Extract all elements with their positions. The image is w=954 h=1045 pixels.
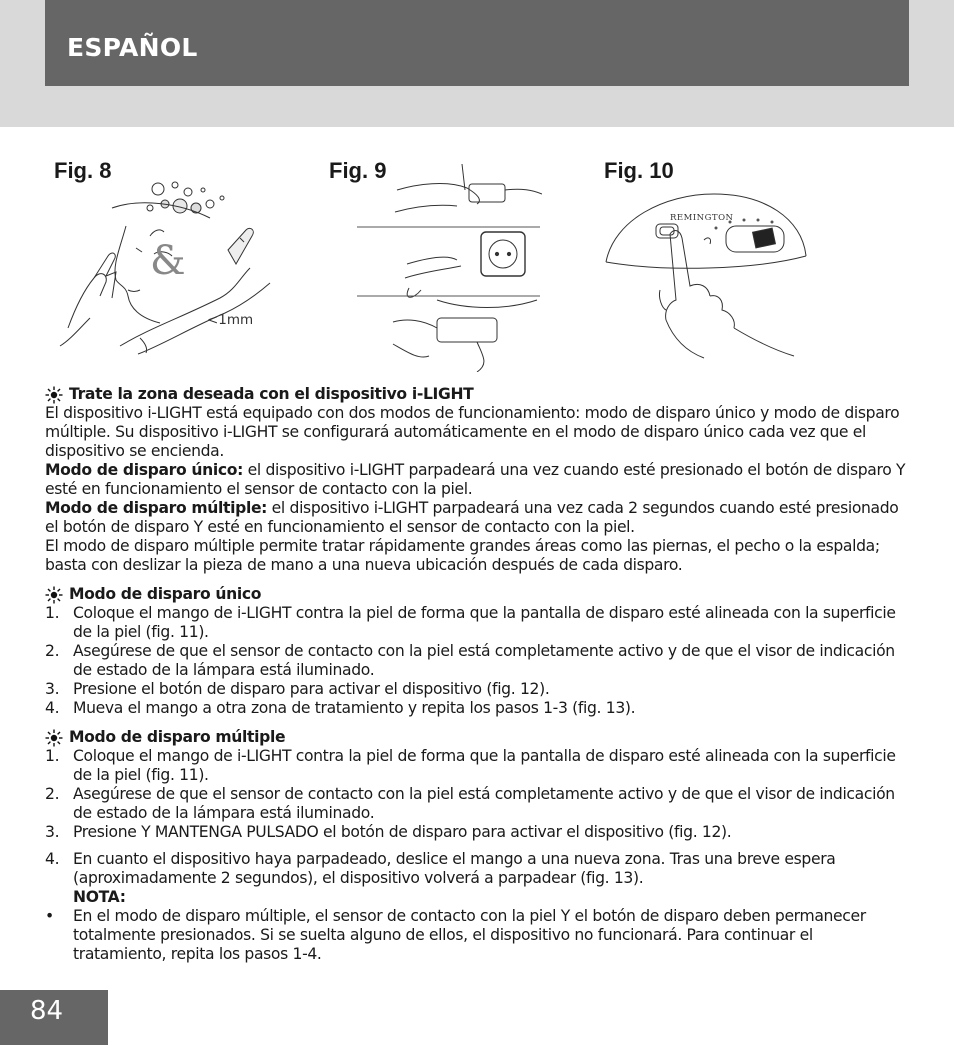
bullet: • bbox=[45, 907, 54, 925]
single-mode-steps bbox=[45, 604, 907, 718]
step-text: Coloque el mango de i-LIGHT contra la piel de forma que la pantalla de disparo esté alineada con la superficie de la piel (fig. 11). bbox=[73, 604, 896, 641]
section-title: ESPAÑOL bbox=[67, 33, 198, 62]
step-text: Asegúrese de que el sensor de contacto con la piel está completamente activo y de que el visor de indicación de estado de la lámpara está iluminado. bbox=[73, 642, 895, 679]
list-item bbox=[45, 680, 907, 699]
step-number: 2. bbox=[45, 642, 60, 660]
step-text: Coloque el mango de i-LIGHT contra la piel de forma que la pantalla de disparo esté alineada con la superficie de la piel (fig. 11). bbox=[73, 747, 896, 784]
step-text: En cuanto el dispositivo haya parpadeado, deslice el mango a una nueva zona. Tras una breve espera (aproximadamente 2 segundos), el dispositivo volverá a parpadear (fig. 13). bbox=[73, 850, 836, 887]
multi-mode-heading bbox=[45, 728, 907, 747]
instructions-body bbox=[45, 385, 907, 964]
multi-mode-label: Modo de disparo múltiple: bbox=[45, 499, 268, 517]
single-mode-description bbox=[45, 461, 907, 499]
header-bar bbox=[45, 0, 909, 86]
list-item bbox=[45, 604, 907, 642]
step-number: 1. bbox=[45, 604, 60, 622]
single-mode-label: Modo de disparo único: bbox=[45, 461, 244, 479]
list-item bbox=[45, 747, 907, 785]
list-item bbox=[45, 850, 907, 907]
intro-heading-text: Trate la zona deseada con el dispositivo i-LIGHT bbox=[69, 385, 474, 403]
note-list bbox=[45, 907, 907, 964]
list-item bbox=[45, 823, 907, 842]
sun-bullet-icon bbox=[45, 586, 63, 604]
step-text: Mueva el mango a otra zona de tratamiento y repita los pasos 1-3 (fig. 13). bbox=[73, 699, 636, 717]
step-number: 4. bbox=[45, 699, 60, 717]
fig8-label: Fig. 8 bbox=[54, 158, 112, 183]
step-text: Presione el botón de disparo para activar el dispositivo (fig. 12). bbox=[73, 680, 550, 698]
fig10-illustration bbox=[604, 190, 809, 365]
multi-mode-text: el dispositivo i-LIGHT parpadeará una vez cada 2 segundos cuando esté presionado el botón de disparo Y esté en funcionamiento el sensor de contacto con la piel. bbox=[45, 499, 899, 536]
multi-mode-heading-text: Modo de disparo múltiple bbox=[69, 728, 286, 746]
step-number: 3. bbox=[45, 680, 60, 698]
step-number: 3. bbox=[45, 823, 60, 841]
intro-paragraph: El dispositivo i-LIGHT está equipado con dos modos de funcionamiento: modo de disparo único y modo de disparo múltiple. Su dispositivo i-LIGHT se configurará automáticamente en el modo de disparo único cada vez que el dispositivo se encienda. bbox=[45, 404, 900, 460]
single-mode-heading-text: Modo de disparo único bbox=[69, 585, 262, 603]
step-number: 2. bbox=[45, 785, 60, 803]
sun-bullet-icon bbox=[45, 729, 63, 747]
step-text: Asegúrese de que el sensor de contacto con la piel está completamente activo y de que el visor de indicación de estado de la lámpara está iluminado. bbox=[73, 785, 895, 822]
page-number: 84 bbox=[30, 996, 64, 1026]
fig8-measure: <1mm bbox=[207, 312, 254, 328]
list-item bbox=[45, 642, 907, 680]
step-number: 4. bbox=[45, 850, 60, 868]
multi-mode-description bbox=[45, 499, 907, 537]
note-label: NOTA: bbox=[73, 888, 126, 906]
multi-mode-steps bbox=[45, 747, 907, 907]
list-item bbox=[45, 785, 907, 823]
step-text: Presione Y MANTENGA PULSADO el botón de disparo para activar el dispositivo (fig. 12). bbox=[73, 823, 732, 841]
ampersand-glyph: & bbox=[150, 238, 186, 284]
fig9-illustration bbox=[357, 160, 542, 372]
fig9-label: Fig. 9 bbox=[329, 158, 387, 183]
page-number-box bbox=[0, 990, 108, 1045]
sun-bullet-icon bbox=[45, 386, 63, 404]
fig8-illustration bbox=[50, 178, 275, 358]
list-item bbox=[45, 699, 907, 718]
step-number: 1. bbox=[45, 747, 60, 765]
fig10-label: Fig. 10 bbox=[604, 158, 674, 183]
multi-mode-benefit: El modo de disparo múltiple permite tratar rápidamente grandes áreas como las piernas, el pecho o la espalda; basta con deslizar la pieza de mano a una nueva ubicación después de cada disparo. bbox=[45, 537, 880, 574]
remington-logo-text: REMINGTON bbox=[670, 213, 734, 223]
single-mode-text: el dispositivo i-LIGHT parpadeará una vez cuando esté presionado el botón de disparo Y esté en funcionamiento el sensor de contacto con la piel. bbox=[45, 461, 906, 498]
intro-heading bbox=[45, 385, 907, 404]
single-mode-heading bbox=[45, 585, 907, 604]
note-text: En el modo de disparo múltiple, el sensor de contacto con la piel Y el botón de disparo deben permanecer totalmente presionados. Si se suelta alguno de ellos, el dispositivo no funcionará. Para continuar el tratamiento, repita los pasos 1-4. bbox=[73, 907, 866, 963]
list-item bbox=[45, 907, 907, 964]
